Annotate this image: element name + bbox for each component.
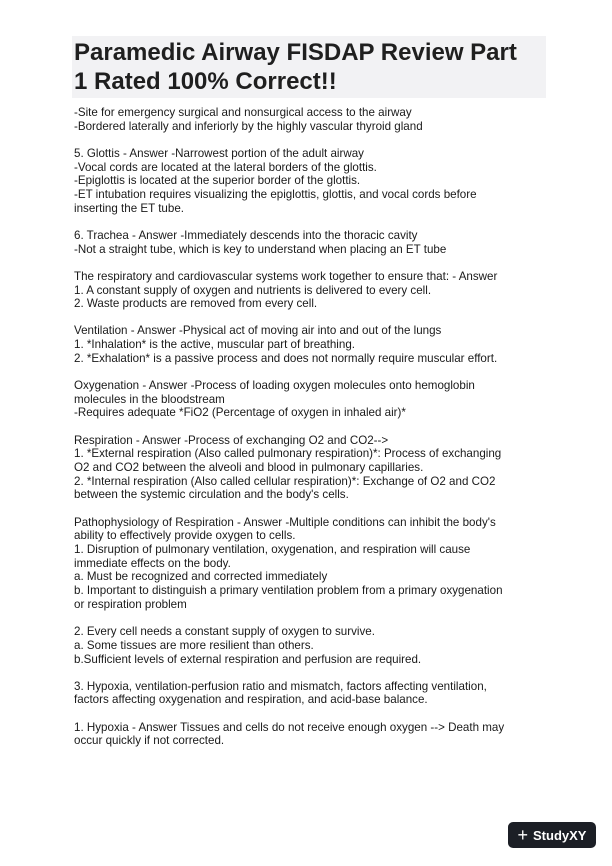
text-line: 3. Hypoxia, ventilation-perfusion ratio and mismatch, factors affecting ventilation,	[74, 679, 487, 693]
text-line: occur quickly if not corrected.	[74, 734, 225, 748]
text-line: 2. Waste products are removed from every cell.	[74, 297, 318, 311]
text-line: -Vocal cords are located at the lateral borders of the glottis.	[74, 160, 377, 174]
text-line: -Not a straight tube, which is key to understand when placing an ET tube	[74, 242, 447, 256]
text-line: -Requires adequate *FiO2 (Percentage of oxygen in inhaled air)*	[74, 406, 406, 420]
text-line: -Site for emergency surgical and nonsurgical access to the airway	[74, 106, 412, 119]
text-line: ability to effectively provide oxygen to cells.	[74, 529, 296, 543]
plus-icon: +	[517, 825, 529, 845]
studyxy-logo[interactable]	[508, 822, 596, 848]
text-line: Oxygenation - Answer -Process of loading oxygen molecules onto hemoglobin	[74, 379, 475, 393]
text-line: 6. Trachea - Answer -Immediately descends into the thoracic cavity	[74, 228, 418, 242]
paragraph	[74, 516, 544, 612]
text-line: Ventilation - Answer -Physical act of moving air into and out of the lungs	[74, 324, 442, 338]
text-line: inserting the ET tube.	[74, 201, 184, 215]
text-line: between the systemic circulation and the body's cells.	[74, 488, 349, 502]
text-line: 2. *Internal respiration (Also called cellular respiration)*: Exchange of O2 and CO2	[74, 474, 496, 488]
text-line: O2 and CO2 between the alveoli and blood in pulmonary capillaries.	[74, 461, 424, 475]
text-line: b.Sufficient levels of external respiration and perfusion are required.	[74, 652, 422, 666]
text-line: 2. Every cell needs a constant supply of oxygen to survive.	[74, 625, 375, 639]
title-line: Paramedic Airway FISDAP Review Part	[74, 39, 517, 66]
document-title	[74, 38, 542, 96]
paragraph	[74, 106, 544, 133]
text-line: 1. Disruption of pulmonary ventilation, oxygenation, and respiration will cause	[74, 543, 471, 557]
paragraph	[74, 434, 544, 503]
text-line: 1. Hypoxia - Answer Tissues and cells do not receive enough oxygen --> Death may	[74, 720, 505, 734]
title-block	[72, 36, 546, 98]
logo-label: StudyXY	[533, 827, 587, 843]
text-line: molecules in the bloodstream	[74, 392, 225, 406]
text-line: -Epiglottis is located at the superior border of the glottis.	[74, 174, 361, 188]
text-line: factors affecting oxygenation and respiration, and acid-base balance.	[74, 693, 428, 707]
paragraph	[74, 680, 544, 707]
text-line: 1. *Inhalation* is the active, muscular part of breathing.	[74, 338, 355, 352]
text-line: 2. *Exhalation* is a passive process and does not normally require muscular effort.	[74, 351, 498, 365]
text-line: -ET intubation requires visualizing the epiglottis, glottis, and vocal cords before	[74, 188, 477, 202]
text-line: a. Must be recognized and corrected immediately	[74, 570, 328, 584]
text-line: Respiration - Answer -Process of exchanging O2 and CO2-->	[74, 433, 389, 447]
text-line: The respiratory and cardiovascular systems work together to ensure that: - Answer	[74, 269, 498, 283]
paragraph	[74, 721, 544, 748]
text-line: 1. *External respiration (Also called pulmonary respiration)*: Process of exchanging	[74, 447, 502, 461]
text-line: or respiration problem	[74, 597, 187, 611]
paragraph	[74, 229, 544, 256]
paragraph	[74, 379, 544, 420]
paragraph	[74, 270, 544, 311]
text-line: 1. A constant supply of oxygen and nutrients is delivered to every cell.	[74, 283, 432, 297]
paragraph	[74, 625, 544, 666]
text-line: 5. Glottis - Answer -Narrowest portion of the adult airway	[74, 146, 364, 160]
text-line: immediate effects on the body.	[74, 556, 231, 570]
text-line: b. Important to distinguish a primary ventilation problem from a primary oxygenation	[74, 584, 503, 598]
paragraph	[74, 147, 544, 216]
title-line: 1 Rated 100% Correct!!	[74, 68, 337, 95]
document-body	[74, 106, 544, 762]
text-line: -Bordered laterally and inferiorly by the highly vascular thyroid gland	[74, 119, 423, 133]
text-line: Pathophysiology of Respiration - Answer -Multiple conditions can inhibit the body's	[74, 515, 496, 529]
text-line: a. Some tissues are more resilient than others.	[74, 638, 314, 652]
paragraph	[74, 324, 544, 365]
